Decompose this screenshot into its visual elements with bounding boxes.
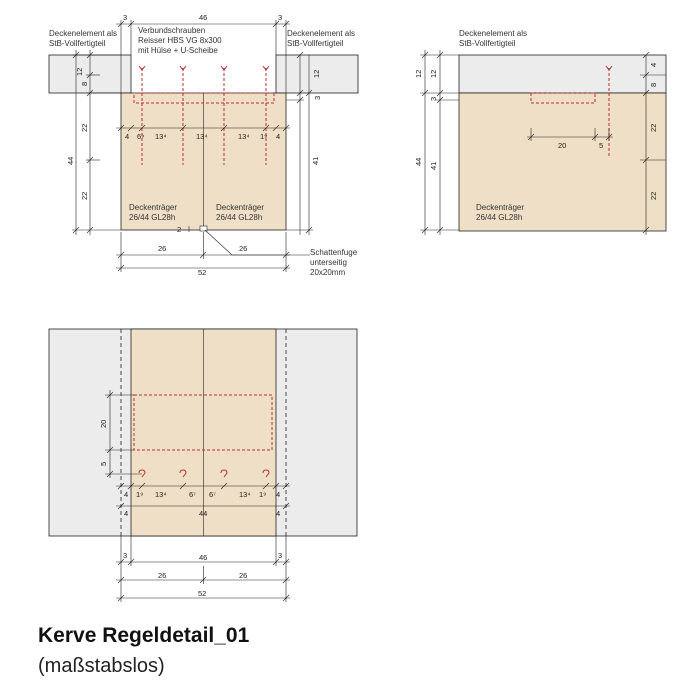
- dim-bottom: [116, 226, 290, 272]
- beam-label-1: Deckenträger: [476, 203, 525, 212]
- dim-r-h12b: 12: [414, 69, 423, 78]
- plan-dim-s13b: 13⁴: [239, 490, 251, 499]
- dim-right-section-left: [420, 50, 459, 235]
- plan-view: [49, 329, 357, 602]
- joint-leader-line: [205, 230, 310, 255]
- joint-label-2: unterseitig: [310, 258, 347, 267]
- plan-dim-s4b: 4: [276, 490, 281, 499]
- dim-h12r: 12: [312, 69, 321, 78]
- beam-label-left-2: 26/44 GL28h: [129, 213, 176, 222]
- dim-j2: 2: [177, 225, 182, 234]
- dim-h41: 41: [311, 156, 320, 165]
- plan-dim-t26b: 26: [239, 571, 248, 580]
- dim-h22a: 22: [80, 123, 89, 132]
- joint-label-3: 20x20mm: [310, 268, 346, 277]
- dim-top-46: 46: [199, 13, 208, 22]
- dim-b26b: 26: [239, 244, 248, 253]
- dim-r-4: 4: [649, 62, 658, 67]
- plan-dim-v5: 5: [99, 461, 108, 466]
- dim-h3: 3: [313, 95, 322, 100]
- plan-dim-s6b: 6⁷: [209, 490, 216, 499]
- screw-label-1: Verbundschrauben: [138, 26, 206, 35]
- dim-r-22a: 22: [649, 123, 658, 132]
- dim-s6: 6⁹: [137, 132, 145, 141]
- dim-r-20: 20: [558, 141, 567, 150]
- beam-label-left-1: Deckenträger: [129, 203, 178, 212]
- dim-s4b: 4: [276, 132, 281, 141]
- concrete-label-left-1: Deckenelement als: [49, 29, 118, 38]
- concrete-slab: [459, 55, 666, 93]
- joint-label-1: Schattenfuge: [310, 248, 358, 257]
- dim-s13c: 13⁴: [238, 132, 250, 141]
- screw-label-2: Reisser HBS VG 8x300: [138, 36, 222, 45]
- dim-r-5: 5: [599, 141, 604, 150]
- dim-s13b: 13⁴: [196, 132, 208, 141]
- cross-section-right: [414, 29, 666, 235]
- dim-s13a: 13⁴: [155, 132, 167, 141]
- dim-h22b: 22: [80, 191, 89, 200]
- concrete-label-1: Deckenelement als: [459, 29, 528, 38]
- page-subtitle: (maßstabslos): [38, 655, 165, 677]
- plan-dim-w44: 44: [199, 509, 208, 518]
- concrete-label-right-2: StB-Vollfertigteil: [287, 39, 344, 48]
- plan-dim-t26a: 26: [158, 571, 167, 580]
- plan-dim-s13a: 13⁴: [155, 490, 167, 499]
- dim-s1: 1⁹: [260, 132, 268, 141]
- plan-dim-v20: 20: [99, 419, 108, 428]
- dim-r-22b: 22: [649, 191, 658, 200]
- dim-r-h3: 3: [429, 96, 438, 101]
- page-title: Kerve Regeldetail_01: [38, 624, 250, 647]
- plan-dim-t46: 46: [199, 553, 208, 562]
- plan-dim-t3a: 3: [123, 551, 128, 560]
- dim-r-8: 8: [649, 82, 658, 87]
- plan-dim-s4a: 4: [124, 490, 129, 499]
- concrete-label-2: StB-Vollfertigteil: [459, 39, 516, 48]
- concrete-label-right-1: Deckenelement als: [287, 29, 356, 38]
- dim-h8: 8: [80, 81, 89, 86]
- cross-section-left: [49, 13, 358, 277]
- dim-s4a: 4: [125, 132, 130, 141]
- plan-dim-s1a: 1⁹: [136, 490, 144, 499]
- dim-r-h12a: 12: [429, 69, 438, 78]
- dim-h44: 44: [66, 156, 75, 165]
- plan-dim-w4a: 4: [124, 509, 129, 518]
- dim-r-h41: 41: [429, 161, 438, 170]
- dim-h12: 12: [75, 67, 84, 76]
- beam-label-2: 26/44 GL28h: [476, 213, 523, 222]
- screw-label-3: mit Hülse + U-Scheibe: [138, 46, 218, 55]
- beam-label-right-1: Deckenträger: [216, 203, 265, 212]
- plan-dim-s6a: 6⁷: [189, 490, 196, 499]
- plan-dim-s1b: 1⁹: [259, 490, 267, 499]
- concrete-label-left-2: StB-Vollfertigteil: [49, 39, 106, 48]
- beam-label-right-2: 26/44 GL28h: [216, 213, 263, 222]
- shadow-joint: [200, 226, 207, 231]
- dim-top-3-right: 3: [278, 13, 283, 22]
- dim-b26a: 26: [158, 244, 167, 253]
- plan-dim-w4b: 4: [276, 509, 281, 518]
- dim-b52: 52: [198, 268, 207, 277]
- plan-dim-t52: 52: [198, 589, 207, 598]
- dim-r-h44: 44: [414, 157, 423, 166]
- plan-dim-t3b: 3: [278, 551, 283, 560]
- dim-top-3-left: 3: [123, 13, 128, 22]
